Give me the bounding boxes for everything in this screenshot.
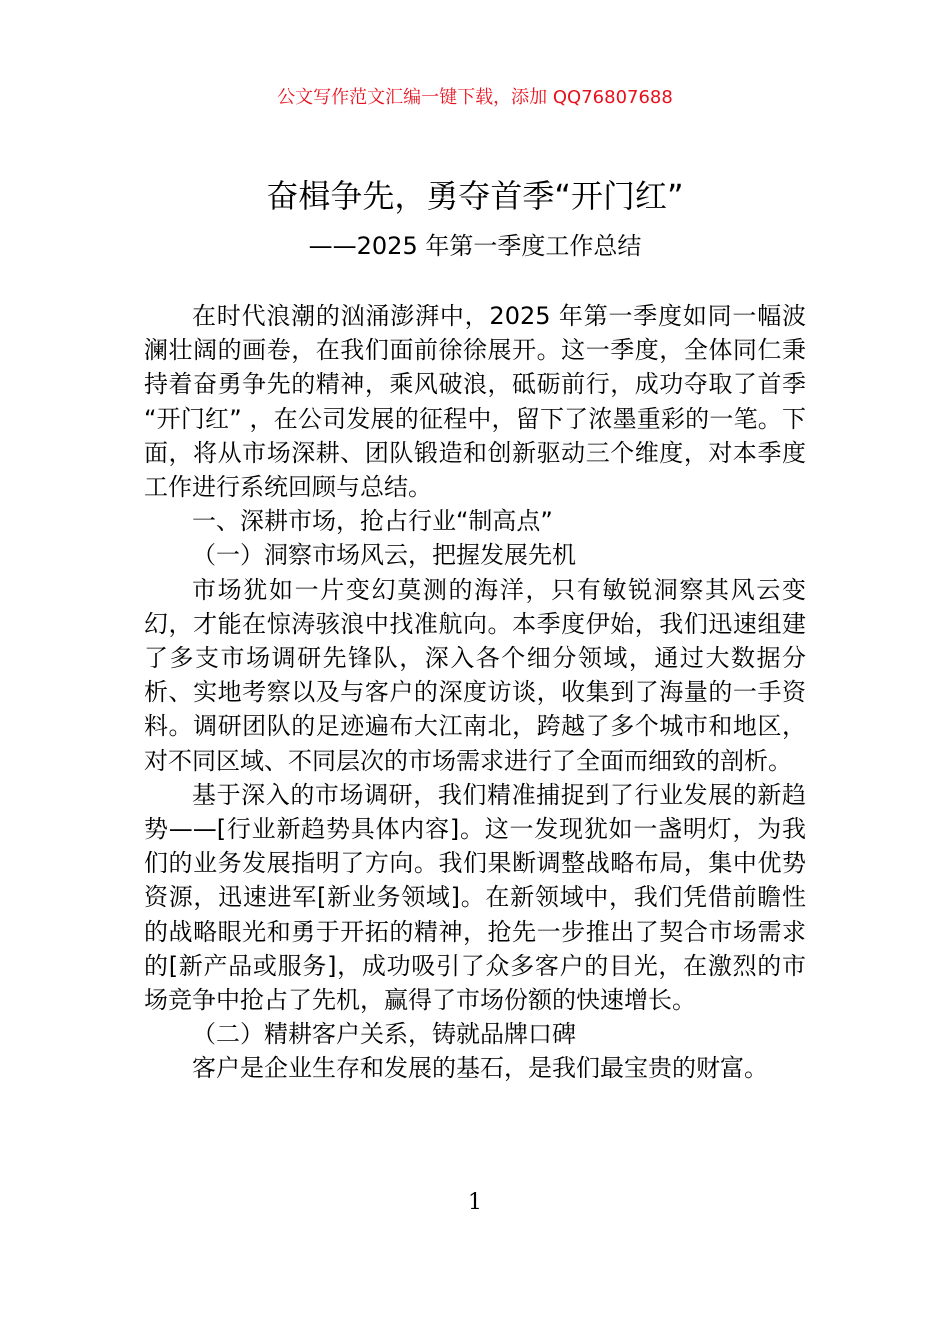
ad-banner: 公文写作范文汇编一键下载，添加 QQ76807688 [277, 87, 673, 108]
intro-paragraph: 在时代浪潮的汹涌澎湃中，2025 年第一季度如同一幅波澜壮阔的画卷，在我们面前徐徐展开。这一季度，全体同仁秉持着奋勇争先的精神，乘风破浪，砥砺前行，成功夺取了首季 “开门红” ，在公司发展的征程中，留下了浓墨重彩的一笔。下面，将从市场深耕、团队锻造和创新驱动三个维度，对本季度工作进行系统回顾与总结。 [144, 302, 806, 502]
document-body [144, 299, 806, 1086]
body-paragraph: 基于深入的市场调研，我们精准捕捉到了行业发展的新趋势——[行业新趋势具体内容]。这一发现犹如一盏明灯，为我们的业务发展指明了方向。我们果断调整战略布局，集中优势资源，迅速进军[新业务领域]。在新领域中，我们凭借前瞻性的战略眼光和勇于开拓的精神，抢先一步推出了契合市场需求的[新产品或服务]，成功吸引了众多客户的目光，在激烈的市场竞争中抢占了先机，赢得了市场份额的快速增长。 [144, 780, 806, 1015]
body-paragraph: 客户是企业生存和发展的基石，是我们最宝贵的财富。 [192, 1054, 768, 1083]
page-number: 1 [468, 1190, 482, 1215]
document-subtitle: ——2025 年第一季度工作总结 [308, 232, 642, 260]
document-title: 奋楫争先，勇夺首季“开门红” [266, 177, 684, 215]
section-heading: 一、深耕市场，抢占行业“制高点” [192, 507, 553, 536]
subsection-heading: （二）精耕客户关系，铸就品牌口碑 [192, 1020, 576, 1049]
body-paragraph: 市场犹如一片变幻莫测的海洋，只有敏锐洞察其风云变幻，才能在惊涛骇浪中找准航向。本季度伊始，我们迅速组建了多支市场调研先锋队，深入各个细分领域，通过大数据分析、实地考察以及与客户的深度访谈，收集到了海量的一手资料。调研团队的足迹遍布大江南北，跨越了多个城市和地区，对不同区域、不同层次的市场需求进行了全面而细致的剖析。 [144, 575, 806, 775]
subsection-heading: （一）洞察市场风云，把握发展先机 [192, 541, 576, 570]
